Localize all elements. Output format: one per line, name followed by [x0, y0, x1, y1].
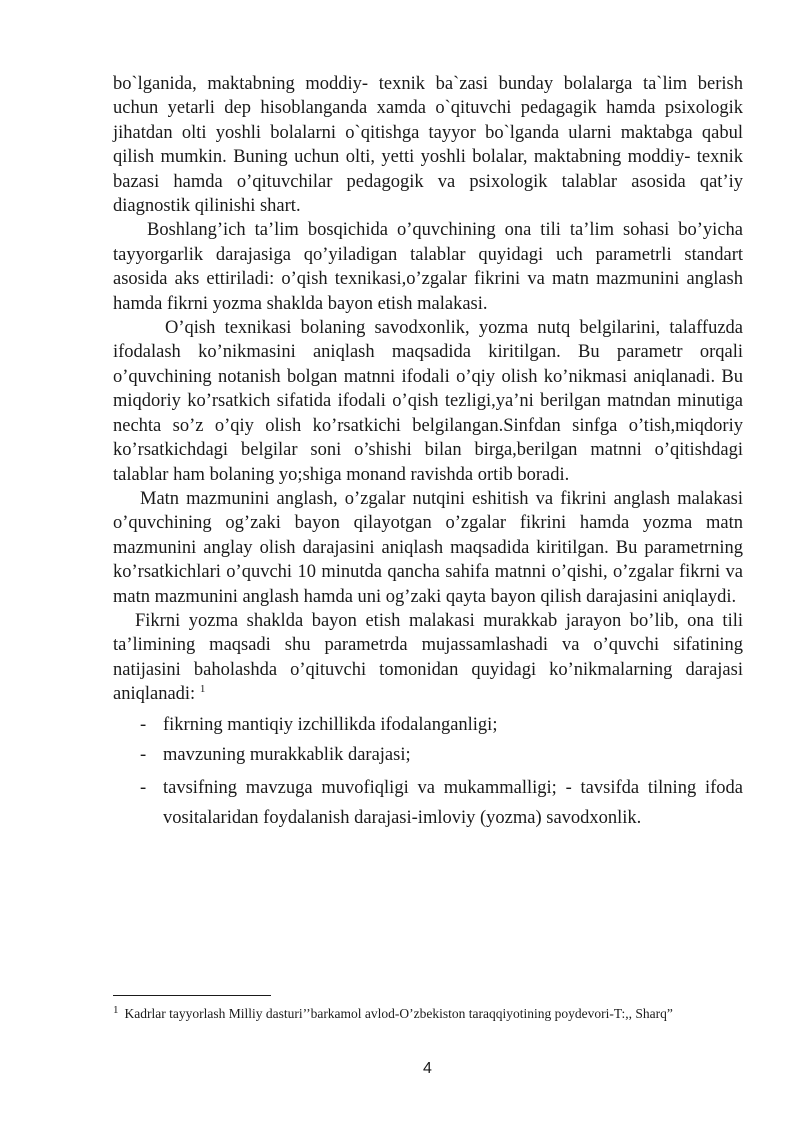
list-item [113, 743, 743, 767]
list-item-text: fikrning mantiqiy izchillikda ifodalanganligi; [163, 714, 498, 735]
dash-bullet: - [140, 744, 147, 765]
dash-bullet: - [140, 778, 147, 799]
footnote-reference: 1 [199, 683, 206, 695]
paragraph-written-expression [113, 609, 743, 707]
list-item [113, 773, 743, 833]
footnote-separator [113, 995, 271, 996]
list-item [113, 713, 743, 737]
list-item-text: mavzuning murakkablik darajasi; [163, 744, 411, 765]
footnote-text: Kadrlar tayyorlash Milliy dasturi’’barkamol avlod-O’zbekiston taraqqiyotining poydevori-T:,, Sharq” [124, 1006, 673, 1021]
footnote-marker: 1 [113, 1003, 119, 1016]
paragraph-continuation: bo`lganida, maktabning moddiy- texnik ba`zasi bunday bolalarga ta`lim berish uchun yetarli dep hisoblanganda xamda o`qituvchi pedagagik hamda psixologik jihatdan olti yoshli bolalarni o`qitishga tayyor bo`lganda ularni maktabga qabul qilish mumkin. Buning uchun olti, yetti yoshli bolalar, maktabning moddiy- texnik bazasi hamda o’qituvchilar pedagogik va psixologik talablar asosida qat’iy diagnostik qilinishi shart. [113, 74, 743, 217]
paragraph-primary-education: Boshlang’ich ta’lim bosqichida o’quvchining ona tili ta’lim sohasi bo’yicha tayyorgarlik darajasiga qo’yiladigan talablar quyidagi uch parametrli standart asosida aks ettiriladi: o’qish texnikasi,o’zgalar fikrini va matn mazmunini anglash hamda fikrni yozma shaklda bayon etish malakasi. [113, 220, 743, 314]
paragraph-text-comprehension: Matn mazmunini anglash, o’zgalar nutqini eshitish va fikrini anglash malakasi o’quvchining og’zaki bayon qilayotgan o’zgalar fikrini hamda yozma matn mazmunini anglay olish darajasini aniqlash maqsadida kiritilgan. Bu parametrning ko’rsatkichlari o’quvchi 10 minutda qancha sahifa matnni o’qishi, o’zgalar fikrni va matn mazmunini anglash hamda uni og’zaki qayta bayon qilish darajasini aniqlaydi. [113, 488, 743, 607]
skills-list [113, 713, 743, 834]
paragraph-written-expression-text: Fikrni yozma shaklda bayon etish malakasi murakkab jarayon bo’lib, ona tili ta’limining maqsadi shu parametrda mujassamlashadi va o’quvchi sifatining natijasini baholashda o’qituvchi tomonidan quyidagi ko’nikmalarning darajasi aniqlanadi: [113, 610, 743, 705]
page-number: 4 [423, 1060, 432, 1077]
paragraph-reading-technique: O’qish texnikasi bolaning savodxonlik, yozma nutq belgilarini, talaffuzda ifodalash ko’nikmasini aniqlash maqsadida kiritilgan. Bu parametr orqali o’quvchining notanish bolgan matnni ifodali o’qiy olish ko’nikmasi aniqlanadi. Bu miqdoriy ko’rsatkich sifatida ifodali o’qish tezligi,ya’ni berilgan matndan minutiga nechta so’z o’qiy olish ko’rsatkichi belgilangan.Sinfdan sinfga o’tish,miqdoriy ko’rsatkichdagi belgilar soni o’shishi bilan birga,berilgan matnni o’qitishdagi talablar ham bolaning yo;shiga monand ravishda ortib boradi. [113, 318, 743, 485]
body-text [113, 72, 743, 839]
dash-bullet: - [140, 714, 147, 735]
footnote [113, 1005, 753, 1023]
list-item-text: tavsifning mavzuga muvofiqligi va mukammalligi; - tavsifda tilning ifoda vositalaridan foydalanish darajasi-imloviy (yozma) savodxonlik. [163, 778, 743, 829]
